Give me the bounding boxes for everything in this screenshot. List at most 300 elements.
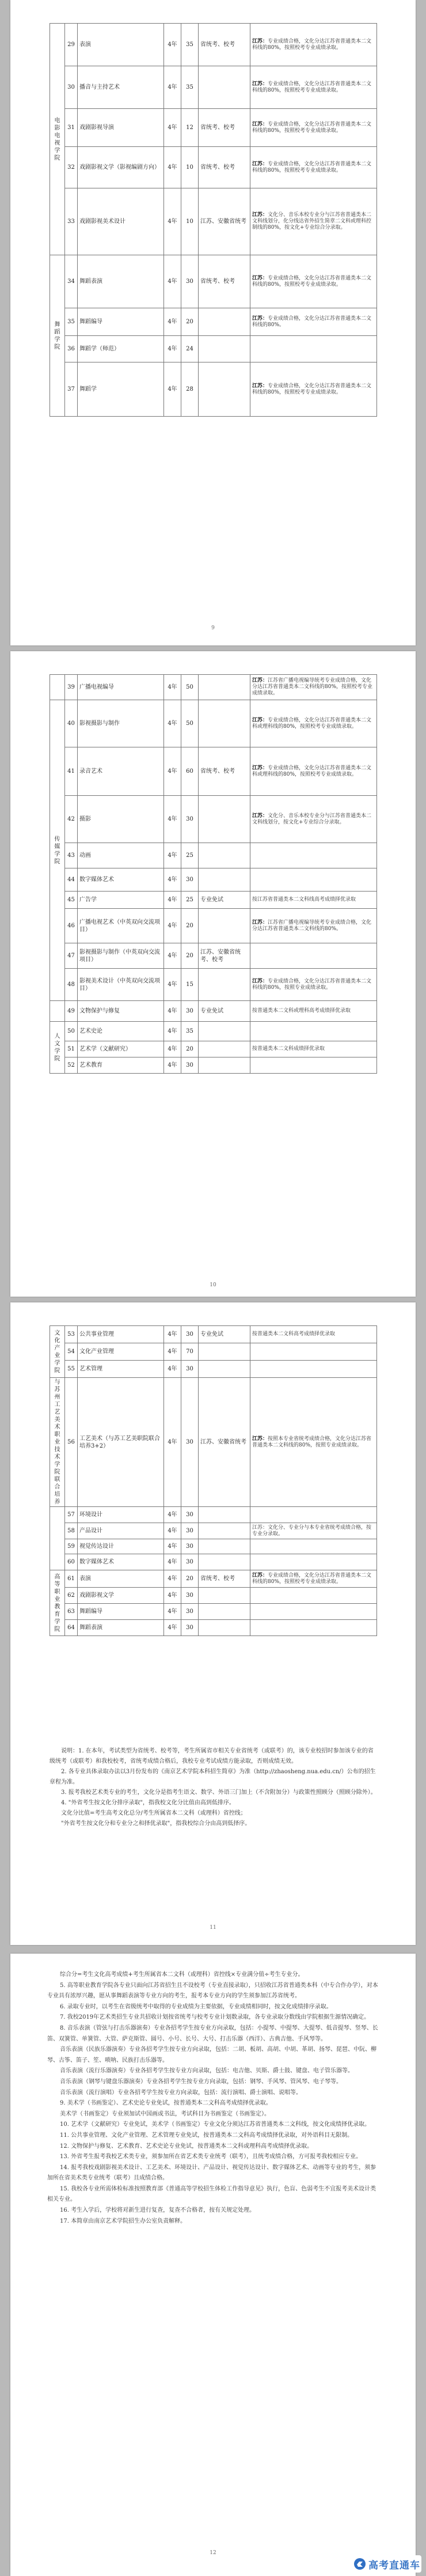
- exam-type-cell: 省统考、校考: [199, 147, 250, 188]
- years-cell: 4年: [164, 1588, 181, 1604]
- admission-note-cell: [250, 747, 377, 796]
- major-name-cell: 戏剧影视文学（影视编剧方向）: [78, 147, 164, 188]
- plan-cell: 15: [181, 969, 199, 1001]
- major-no-cell: 50: [65, 1022, 78, 1041]
- table-row: [50, 1507, 377, 1523]
- plan-cell: 30: [181, 1523, 199, 1539]
- document-page-2: [10, 651, 416, 1297]
- plan-cell: 30: [181, 1001, 199, 1022]
- exam-type-cell: [199, 909, 250, 943]
- years-cell: 4年: [164, 969, 181, 1001]
- plan-cell: 30: [181, 1588, 199, 1604]
- note-region-label: 江苏：: [252, 1436, 268, 1442]
- admission-note-cell: [250, 109, 377, 147]
- admission-note-cell: [250, 1554, 377, 1570]
- document-page-1: [10, 0, 416, 645]
- body-paragraph: 15. 我校各专业所需体检标准按照教育部《普通高等学校招生体检工作指导意见》执行，色盲、色弱考生不宜报考美术设计类相关专业。: [47, 2185, 376, 2203]
- plan-cell: 25: [181, 892, 199, 909]
- body-paragraph: 13. 外省考生报考我校艺术类专业，须参加所在省艺术类专业统考（联考），且统考成绩合格，方可报考我校相应专业。: [60, 2154, 362, 2160]
- major-no-cell: 51: [65, 1041, 78, 1057]
- body-paragraph: 6. 录取专业时，以考生在省级统考中取得的专业成绩为主要依据，专业成绩相同时，按文化成绩排序录取。: [60, 2003, 332, 2010]
- table-row: [50, 1588, 377, 1604]
- major-no-cell: 53: [65, 1326, 78, 1343]
- major-no-cell: 40: [65, 700, 78, 747]
- plan-cell: 12: [181, 109, 199, 147]
- major-name-cell: 产品设计: [78, 1523, 164, 1539]
- major-name-cell: 艺术教育: [78, 1057, 164, 1074]
- table-row: [50, 675, 377, 700]
- years-cell: 4年: [164, 308, 181, 336]
- plan-cell: 70: [181, 1343, 199, 1361]
- major-name-cell: 表演: [78, 1570, 164, 1588]
- note-region-label: 江苏：: [252, 315, 268, 322]
- body-text: [47, 1970, 379, 2227]
- table-row: [50, 147, 377, 188]
- exam-type-cell: [199, 66, 250, 109]
- exam-type-cell: [199, 1057, 250, 1074]
- table-row: [50, 796, 377, 843]
- years-cell: 4年: [164, 1539, 181, 1554]
- table-row: [50, 109, 377, 147]
- plan-cell: 25: [181, 843, 199, 868]
- major-name-cell: 舞蹈编导: [78, 308, 164, 336]
- major-no-cell: 42: [65, 796, 78, 843]
- note-text: 专业成绩合格，文化分达江苏省普通类本二文科线的80%，按照校考专业成绩录取。: [252, 81, 372, 93]
- exam-type-cell: 省统考、校考: [199, 109, 250, 147]
- note-region-label: 江苏：: [252, 978, 268, 984]
- major-no-cell: 59: [65, 1539, 78, 1554]
- exam-type-cell: 省统考、校考: [199, 255, 250, 308]
- major-no-cell: 60: [65, 1554, 78, 1570]
- college-cell: 高等职业教育学院: [50, 1570, 65, 1636]
- note-text: 江苏省广播电视编导统考专业成绩合格，文化分达江苏省普通类本二文科线的80%，按照校考专业成绩录取。: [252, 678, 373, 696]
- admission-note-cell: [250, 1588, 377, 1604]
- note-text: 按普通类本二文科或理科高考成绩择优录取: [252, 1008, 351, 1014]
- major-name-cell: 公共事业管理: [78, 1326, 164, 1343]
- plan-cell: 35: [181, 24, 199, 66]
- table-row: [50, 892, 377, 909]
- table-row: [50, 1361, 377, 1378]
- page-number: 9: [211, 625, 215, 631]
- table-row: [50, 66, 377, 109]
- admission-note-cell: [250, 909, 377, 943]
- exam-type-cell: [199, 675, 250, 700]
- exam-type-cell: [199, 843, 250, 868]
- major-name-cell: 艺术学（文献研究）: [78, 1041, 164, 1057]
- exam-type-cell: [199, 362, 250, 417]
- years-cell: 4年: [164, 1057, 181, 1074]
- years-cell: 4年: [164, 700, 181, 747]
- admission-table-2: [50, 674, 377, 1074]
- admission-note-cell: [250, 336, 377, 362]
- note-region-label: 江苏：: [252, 717, 268, 723]
- note-region-label: 江苏：: [252, 813, 268, 819]
- years-cell: 4年: [164, 909, 181, 943]
- page-number: 10: [210, 1282, 216, 1288]
- table-row: [50, 969, 377, 1001]
- major-no-cell: 34: [65, 255, 78, 308]
- table-row: [50, 24, 377, 66]
- page-number: 12: [210, 2550, 216, 2556]
- years-cell: 4年: [164, 675, 181, 700]
- admission-table-1: [50, 23, 377, 417]
- plan-cell: 20: [181, 308, 199, 336]
- major-no-cell: 64: [65, 1620, 78, 1636]
- plan-cell: 30: [181, 1620, 199, 1636]
- major-no-cell: 33: [65, 188, 78, 255]
- years-cell: 4年: [164, 1326, 181, 1343]
- admission-note-cell: [250, 147, 377, 188]
- major-no-cell: 48: [65, 969, 78, 1001]
- years-cell: 4年: [164, 1507, 181, 1523]
- admission-note-cell: [250, 700, 377, 747]
- major-name-cell: 艺术管理: [78, 1361, 164, 1378]
- major-no-cell: 49: [65, 1001, 78, 1022]
- plan-cell: 30: [181, 1507, 199, 1523]
- years-cell: 4年: [164, 843, 181, 868]
- body-paragraph: 音乐表演（流行演唱）专业各招考学生按专业方向录取，包括：流行演唱、爵士演唱、说唱等。: [60, 2089, 302, 2096]
- major-name-cell: 戏剧影视美术设计: [78, 188, 164, 255]
- admission-note-cell: [250, 1620, 377, 1636]
- admission-note-cell: [250, 1570, 377, 1588]
- years-cell: 4年: [164, 943, 181, 969]
- table-row: [50, 700, 377, 747]
- note-paragraph: 说明：1. 在本年，考试类型为省统考、校考等，考生所属省市相关专业省统考（或联考）的，该专业校招时参加该专业的省级统考（或联考）和我校校考，省统考成绩合格后，我校专业考试成绩方能录取，否则成绩无效。: [50, 1748, 374, 1765]
- college-cell: 传媒学院: [50, 700, 65, 1001]
- exam-type-cell: [199, 1507, 250, 1523]
- note-text: 专业成绩合格，文化分达江苏省普通类本二文科线的80%，按照校考专业成绩录取。: [252, 275, 372, 288]
- admission-note-cell: [250, 1378, 377, 1507]
- major-name-cell: 数字媒体艺术: [78, 868, 164, 892]
- exam-type-cell: [199, 308, 250, 336]
- note-text: 江苏省广播电视编导统考专业成绩合格，文化分达江苏省普通类本二文科线的80%。: [252, 919, 372, 932]
- plan-cell: 30: [181, 255, 199, 308]
- major-no-cell: 44: [65, 868, 78, 892]
- body-paragraph: 8. 音乐表演（管弦与打击乐器演奏）专业各招考学生按专业方向录取，包括：小提琴、中提琴、大提琴、低音提琴、竖琴、长笛、双簧管、单簧管、大管、萨克斯管、圆号、小号、长号、大号、打击乐器（西洋）、古典吉他、手风琴等。: [47, 2024, 378, 2042]
- note-region-label: 江苏：: [252, 919, 268, 926]
- plan-cell: 30: [181, 868, 199, 892]
- major-name-cell: 影视美术设计（中英双向交流项目）: [78, 969, 164, 1001]
- exam-type-cell: 专业免试: [199, 1001, 250, 1022]
- plan-cell: 35: [181, 66, 199, 109]
- table-row: [50, 1604, 377, 1620]
- table-row: [50, 1539, 377, 1554]
- major-name-cell: 舞蹈表演: [78, 255, 164, 308]
- exam-type-cell: [199, 1523, 250, 1539]
- major-name-cell: 录音艺术: [78, 747, 164, 796]
- admission-note-cell: [250, 1361, 377, 1378]
- plan-cell: 10: [181, 147, 199, 188]
- plan-cell: 20: [181, 1570, 199, 1588]
- major-no-cell: 29: [65, 24, 78, 66]
- major-name-cell: 环境设计: [78, 1507, 164, 1523]
- major-no-cell: 55: [65, 1361, 78, 1378]
- major-no-cell: 58: [65, 1523, 78, 1539]
- body-paragraph: 音乐表演（钢琴与键盘乐器演奏）专业各招考学生按专业方向录取，包括：钢琴、手风琴、管风琴、电子琴等。: [60, 2078, 342, 2085]
- admission-note-cell: [250, 1057, 377, 1074]
- body-paragraph: 5. 高等职业教育学院各专业只面向江苏省招生且不设校考（专业直接录取），只招收江苏省普通类本科（中专合作办学），对本专业具有浓厚兴趣，愿从事舞蹈表演等专业方向的考生，报考本专业方向的学生须参加江苏省统考。: [47, 1982, 378, 2000]
- plan-cell: 10: [181, 188, 199, 255]
- note-text: 专业成绩合格，文化分达江苏省普通类本二文科线的80%，按照校考专业成绩录取。: [252, 38, 372, 51]
- plan-cell: 35: [181, 1022, 199, 1041]
- note-text: 江苏：文化分、专业分与本专业省统考成绩合格，按专业分录取。: [252, 1524, 372, 1537]
- admission-note-cell: [250, 1041, 377, 1057]
- exam-type-cell: [199, 336, 250, 362]
- major-no-cell: 31: [65, 109, 78, 147]
- major-name-cell: 舞蹈表演: [78, 1620, 164, 1636]
- plan-cell: 30: [181, 1361, 199, 1378]
- major-no-cell: 41: [65, 747, 78, 796]
- body-paragraph: 17. 本简章由南京艺术学院招生办公室负责解释。: [60, 2218, 187, 2224]
- admission-note-cell: [250, 66, 377, 109]
- exam-type-cell: [199, 1620, 250, 1636]
- table-row: [50, 1570, 377, 1588]
- note-text: 专业成绩合格，文化分达江苏省普通类本二文科线的80%，按照专业成绩录取。: [252, 978, 372, 991]
- exam-type-cell: [199, 796, 250, 843]
- plan-cell: 28: [181, 362, 199, 417]
- exam-type-cell: [199, 700, 250, 747]
- note-region-label: 江苏：: [252, 1572, 268, 1578]
- admission-note-cell: [250, 1326, 377, 1343]
- plan-cell: 50: [181, 700, 199, 747]
- table-row: [50, 1620, 377, 1636]
- plan-cell: 30: [181, 1057, 199, 1074]
- years-cell: 4年: [164, 336, 181, 362]
- major-name-cell: 影视摄影与制作: [78, 700, 164, 747]
- years-cell: 4年: [164, 1570, 181, 1588]
- major-name-cell: 舞蹈学（师范）: [78, 336, 164, 362]
- table-row: [50, 188, 377, 255]
- table-row: [50, 255, 377, 308]
- years-cell: 4年: [164, 66, 181, 109]
- exam-type-cell: [199, 1361, 250, 1378]
- major-no-cell: 32: [65, 147, 78, 188]
- table-row: [50, 1554, 377, 1570]
- exam-type-cell: [199, 1022, 250, 1041]
- exam-type-cell: 江苏、安徽省统考: [199, 1378, 250, 1507]
- college-cell: 舞蹈学院: [50, 255, 65, 417]
- years-cell: 4年: [164, 892, 181, 909]
- major-no-cell: 39: [65, 675, 78, 700]
- major-no-cell: 46: [65, 909, 78, 943]
- exam-type-cell: 江苏、安徽省统考、校考: [199, 943, 250, 969]
- note-region-label: 江苏：: [252, 765, 268, 771]
- admission-note-cell: [250, 675, 377, 700]
- years-cell: 4年: [164, 1620, 181, 1636]
- watermark-logo: [352, 2555, 421, 2573]
- years-cell: 4年: [164, 1001, 181, 1022]
- plan-cell: 20: [181, 943, 199, 969]
- years-cell: 4年: [164, 1523, 181, 1539]
- exam-type-cell: [199, 1539, 250, 1554]
- note-region-label: 江苏：: [252, 38, 268, 44]
- major-name-cell: 视觉传达设计: [78, 1539, 164, 1554]
- college-cell: [50, 1507, 65, 1570]
- major-name-cell: 工艺美术（与苏工艺美职院联合培养3+2）: [78, 1378, 164, 1507]
- years-cell: 4年: [164, 1041, 181, 1057]
- admission-note-cell: [250, 868, 377, 892]
- table-row: [50, 1057, 377, 1074]
- table-row: [50, 1326, 377, 1343]
- years-cell: 4年: [164, 109, 181, 147]
- note-text: 专业成绩合格，文化分达江苏省普通类本二文科线的80%，按照校考专业成绩录取。: [252, 383, 372, 395]
- exam-type-cell: 省统考、校考: [199, 24, 250, 66]
- note-region-label: 江苏：: [252, 212, 268, 218]
- major-no-cell: 62: [65, 1588, 78, 1604]
- college-cell: 电影电视学院: [50, 24, 65, 255]
- years-cell: 4年: [164, 868, 181, 892]
- body-paragraph: 音乐表演（民族乐器演奏）专业各招考学生按专业方向录取，包括：二胡、板胡、高胡、中胡、革胡、扬琴、琵琶、中阮、柳琴、古筝、笛子、笙、唢呐、民族打击乐器等。: [47, 2046, 376, 2064]
- document-page-4: [10, 1954, 416, 2576]
- plan-cell: 30: [181, 796, 199, 843]
- exam-type-cell: [199, 1554, 250, 1570]
- major-no-cell: 30: [65, 66, 78, 109]
- plan-cell: 30: [181, 1378, 199, 1507]
- major-name-cell: 文物保护与修复: [78, 1001, 164, 1022]
- exam-type-cell: [199, 1588, 250, 1604]
- admission-note-cell: [250, 969, 377, 1001]
- years-cell: 4年: [164, 796, 181, 843]
- major-no-cell: 37: [65, 362, 78, 417]
- body-paragraph: 7. 我校2019年艺术类招生专业共招收计划按省统考与校考专业计划数录取，各专业录取分数线由学院根据生源情况确定。: [60, 2014, 370, 2021]
- major-no-cell: 57: [65, 1507, 78, 1523]
- years-cell: 4年: [164, 188, 181, 255]
- table-row: [50, 943, 377, 969]
- years-cell: 4年: [164, 1604, 181, 1620]
- admission-note-cell: [250, 1507, 377, 1523]
- note-paragraph: "外省考生按文化分和专业分之和择优录取"，指我校综合分由高到低择序。: [61, 1820, 251, 1827]
- admission-note-cell: [250, 362, 377, 417]
- exam-type-cell: [199, 1343, 250, 1361]
- table-row: [50, 308, 377, 336]
- body-paragraph: 综合分=考生文化高考成绩+考生所属省本二文科（或理科）省控线×专业满分值÷考生专业分。: [60, 1971, 304, 1978]
- major-no-cell: 35: [65, 308, 78, 336]
- exam-type-cell: [199, 868, 250, 892]
- major-name-cell: 舞蹈编导: [78, 1604, 164, 1620]
- table-row: [50, 1041, 377, 1057]
- major-name-cell: 播音与主持艺术: [78, 66, 164, 109]
- note-text: 专业成绩合格，文化分达江苏省普通类本二文科线的80%，按照校考专业成绩录取。: [252, 1572, 372, 1585]
- plan-cell: 24: [181, 336, 199, 362]
- admission-note-cell: [250, 24, 377, 66]
- admission-note-cell: [250, 892, 377, 909]
- note-paragraph: 3. 报考我校艺术类专业的考生，文化分是指考生语文、数学、外语三门加上（不含附加分）与政策性照顾分（照顾分除外）。: [61, 1789, 376, 1796]
- note-region-label: 江苏：: [252, 678, 268, 683]
- admission-note-cell: [250, 1539, 377, 1554]
- exam-type-cell: 专业免试: [199, 892, 250, 909]
- note-text: 按普通类本二文科高考成绩择优录取: [252, 1331, 336, 1337]
- college-cell: 人文学院: [50, 1022, 65, 1074]
- exam-type-cell: 省统考、校考: [199, 747, 250, 796]
- years-cell: 4年: [164, 747, 181, 796]
- major-name-cell: 数字媒体艺术: [78, 1554, 164, 1570]
- table-row: [50, 362, 377, 417]
- note-text: 专业成绩合格，文化分达江苏省普通类本二文科或理科线的80%，按照校考专业成绩录取。: [252, 717, 372, 730]
- note-region-label: 江苏：: [252, 275, 268, 281]
- major-no-cell: 36: [65, 336, 78, 362]
- admission-note-cell: [250, 188, 377, 255]
- college-cell: [50, 675, 65, 700]
- major-name-cell: 戏剧影视文学: [78, 1588, 164, 1604]
- body-paragraph: 9. 美术学（书画鉴定）、艺术史论专业免试，按普通类本二文科高考成绩择优录取。: [60, 2100, 272, 2107]
- years-cell: 4年: [164, 1361, 181, 1378]
- admission-note-cell: [250, 255, 377, 308]
- years-cell: 4年: [164, 1343, 181, 1361]
- note-text: 按江苏省普通类本二文科线高考成绩择优录取: [252, 897, 356, 902]
- note-text: 按照本专业省统考成绩合格，文化分达江苏省普通类本二文科线的80%，按照专业成绩录取。: [252, 1436, 372, 1448]
- watermark-text: 高考直通车: [368, 2559, 420, 2571]
- note-text: 文化分、音乐本校专业分与江苏省普通类本二文科线划分，化分线达省外招生简章二文科或理科控制线的80%，按文化+专业综合分录取。: [252, 212, 372, 231]
- plan-cell: 20: [181, 909, 199, 943]
- note-text: 专业成绩合格，文化分达江苏省普通类本二文科线的80%，按照校考专业成绩录取。: [252, 161, 372, 173]
- admission-note-cell: [250, 1604, 377, 1620]
- body-paragraph: 10. 艺术学（文献研究）专业免试，美术学（书画鉴定）专业文化分须达江苏省普通类本二文科线，按文化成绩择优录取。: [60, 2121, 371, 2128]
- admission-note-cell: [250, 1523, 377, 1539]
- plan-cell: 60: [181, 747, 199, 796]
- note-region-label: 江苏：: [252, 161, 268, 167]
- plan-cell: 30: [181, 1539, 199, 1554]
- admission-note-cell: [250, 1343, 377, 1361]
- years-cell: 4年: [164, 362, 181, 417]
- note-text: 按普通类本二文科成绩择优录取: [252, 1046, 325, 1052]
- major-name-cell: 广告学: [78, 892, 164, 909]
- major-no-cell: 52: [65, 1057, 78, 1074]
- major-no-cell: 45: [65, 892, 78, 909]
- exam-type-cell: [199, 969, 250, 1001]
- note-text: 专业成绩合格，文化分达江苏省普通类本二文科线的80%。: [252, 315, 372, 328]
- body-paragraph: 12. 文物保护与修复、艺术教育、艺术史论专业免试，按普通类本二文科或理科高考成绩择优录取。: [60, 2143, 313, 2150]
- major-no-cell: 61: [65, 1570, 78, 1588]
- body-paragraph: 美术学（书画鉴定）专业须加试中国画或书法，考试科目为书画鉴定（书画鉴定）。: [60, 2110, 270, 2117]
- body-paragraph: 16. 考生入学后，学校将对新生进行复查，复查不合格者，按有关规定处理。: [60, 2207, 256, 2214]
- years-cell: 4年: [164, 1378, 181, 1507]
- major-name-cell: 广播电视编导: [78, 675, 164, 700]
- table-row: [50, 1022, 377, 1041]
- years-cell: 4年: [164, 255, 181, 308]
- table-row: [50, 747, 377, 796]
- table-row: [50, 336, 377, 362]
- note-paragraph: 文化分比值=考生高考文化总分/考生所属省本二文科（或理科）省控线；: [61, 1810, 246, 1816]
- major-name-cell: 广播电视艺术（中英双向交流项目）: [78, 909, 164, 943]
- major-no-cell: 47: [65, 943, 78, 969]
- college-cell: 文化产业学院: [50, 1326, 65, 1378]
- years-cell: 4年: [164, 1554, 181, 1570]
- body-paragraph: 音乐表演（流行乐器演奏）专业各招考学生按专业方向录取，包括：电吉他、贝斯、爵士鼓、键盘、电子管乐器等。: [60, 2068, 353, 2075]
- major-name-cell: 表演: [78, 24, 164, 66]
- note-paragraph: 4. "外省考生按文化分排序录取"，指我校文化分比值由高到低排序。: [61, 1800, 235, 1806]
- exam-type-cell: 专业免试: [199, 1326, 250, 1343]
- table-row: [50, 1378, 377, 1507]
- admission-note-cell: [250, 308, 377, 336]
- logo-icon: [353, 2558, 366, 2570]
- plan-cell: 20: [181, 1041, 199, 1057]
- table-row: [50, 1523, 377, 1539]
- note-region-label: 江苏：: [252, 383, 268, 389]
- note-text: 文化分、音乐本校专业分与江苏省普通类本二文科线划分，按文化+专业综合分录取。: [252, 813, 372, 825]
- years-cell: 4年: [164, 1022, 181, 1041]
- table-row: [50, 843, 377, 868]
- body-paragraph: 14. 报考我校戏剧影视美术设计、工艺美术、环境设计、产品设计、视觉传达设计、数字媒体艺术、动画等专业的考生，须参加所在省美术类专业统考（联考）且成绩合格。: [47, 2164, 376, 2182]
- major-name-cell: 艺术史论: [78, 1022, 164, 1041]
- table-notes: [50, 1746, 376, 1829]
- plan-cell: 30: [181, 1326, 199, 1343]
- major-name-cell: 影视摄影与制作（中英双向交流项目）: [78, 943, 164, 969]
- plan-cell: 50: [181, 675, 199, 700]
- table-row: [50, 868, 377, 892]
- major-name-cell: 文化产业管理: [78, 1343, 164, 1361]
- table-row: [50, 909, 377, 943]
- college-cell: 与苏州工艺美术职业技术学院联合培养: [50, 1378, 65, 1507]
